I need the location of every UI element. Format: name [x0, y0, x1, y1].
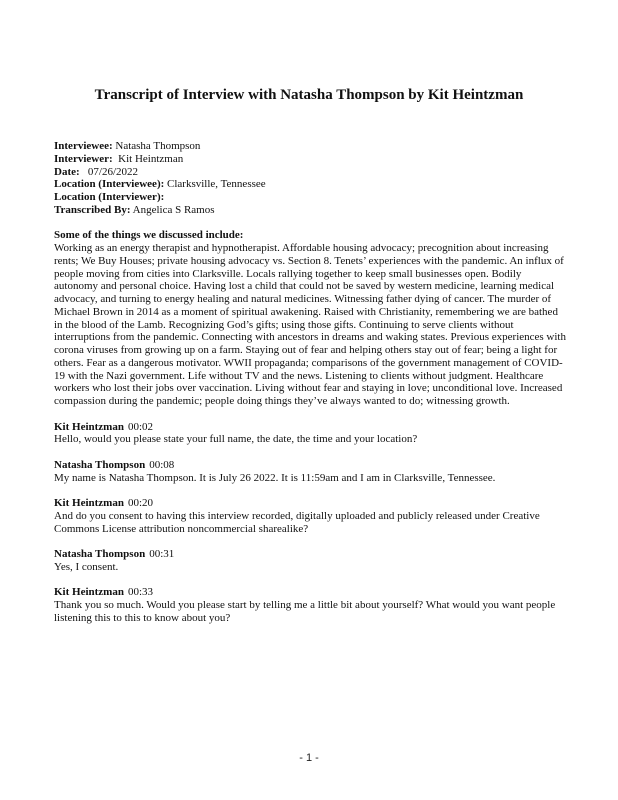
- meta-label: Location (Interviewer):: [54, 191, 165, 203]
- meta-location-interviewer: [54, 191, 566, 204]
- interview-metadata: [54, 140, 566, 217]
- speaker-name: Kit Heintzman: [54, 497, 124, 509]
- speaker-name: Natasha Thompson: [54, 458, 146, 471]
- discussion-summary: [54, 229, 566, 408]
- meta-location-interviewee: [54, 178, 566, 191]
- meta-label: Transcribed By:: [54, 203, 131, 216]
- turn-text: Thank you so much. Would you please start by telling me a little bit about yourself? What would you want people listening this to this to know about you?: [54, 599, 556, 624]
- timestamp: 00:08: [149, 458, 175, 471]
- meta-label: Date:: [54, 165, 80, 178]
- speaker-name: Kit Heintzman: [54, 586, 124, 599]
- turn-text: And do you consent to having this interview recorded, digitally uploaded and publicly released under Creative Commons License attribution noncommercial sharealike?: [54, 509, 540, 535]
- document-title: Transcript of Interview with Natasha Thompson by Kit Heintzman: [94, 87, 524, 103]
- summary-heading: Some of the things we discussed include:: [54, 229, 244, 242]
- document-content: [54, 140, 566, 625]
- timestamp: 00:31: [149, 548, 175, 560]
- meta-value: 07/26/2022: [79, 165, 139, 178]
- timestamp: 00:02: [127, 420, 154, 433]
- turn-text: Hello, would you please state your full name, the date, the time and your location?: [54, 433, 418, 446]
- meta-label: Interviewee:: [54, 140, 113, 152]
- speaker-name: Natasha Thompson: [54, 548, 146, 560]
- meta-value: Angelica S Ramos: [130, 203, 215, 216]
- transcript-turn: [54, 497, 566, 535]
- meta-date: [54, 166, 566, 179]
- summary-body: Working as an energy therapist and hypnotherapist. Affordable housing advocacy; precognition about increasing rents; We Buy Houses; private housing advocacy vs. Section 8. Tenets’ experiences with the pandemic. An influx of people moving from cities into Clarksville. Locals rallying together to keep small businesses open. Bodily autonomy and personal choice. Having lost a child that could not be saved by western medicine, learning medical advocacy, and turning to energy healing and natural medicines. Witnessing father dying of cancer. The murder of Michael Brown in 2014 as a moment of spiritual awakening. Raised with Christianity, remembering we are bathed in the blood of the Lamb. Recognizing God’s gifts; using those gifts. Continuing to serve clients without interruptions from the pandemic. Connecting with ancestors in dreams and waking states. Previous experiences with corona viruses from growing up on a farm. Staying out of fear and helping others stay out of fear; being a light for others. Fear as a dangerous motivator. WWII propaganda; comparisons of the government management of COVID-19 with the Nazi government. Life without TV and the news. Listening to clients without judgment. Healthcare workers who lost their jobs over vaccination. Living without fear and staying in love; unconditional love. Increased compassion during the pandemic; people doing things they’ve always wanted to do; witnessing growth.: [54, 242, 566, 407]
- turn-text: My name is Natasha Thompson. It is July 26 2022. It is 11:59am and I am in Clarksville, Tennessee.: [54, 471, 496, 484]
- meta-transcribed-by: [54, 204, 566, 217]
- meta-label: Location (Interviewee):: [54, 178, 165, 191]
- meta-value: Natasha Thompson: [112, 140, 201, 152]
- meta-interviewee: [54, 140, 566, 153]
- transcript-turn: [54, 421, 566, 447]
- meta-label: Interviewer:: [54, 152, 113, 165]
- meta-value: Clarksville, Tennessee: [164, 178, 266, 191]
- meta-value: Kit Heintzman: [112, 152, 184, 165]
- transcript-turn: [54, 459, 566, 485]
- speaker-name: Kit Heintzman: [54, 420, 124, 433]
- transcript-turn: [54, 548, 566, 574]
- timestamp: 00:20: [127, 497, 154, 509]
- meta-interviewer: [54, 153, 566, 166]
- turn-text: Yes, I consent.: [54, 560, 119, 573]
- transcript-turn: [54, 586, 566, 624]
- timestamp: 00:33: [127, 586, 154, 599]
- page-number: - 1 -: [299, 752, 319, 764]
